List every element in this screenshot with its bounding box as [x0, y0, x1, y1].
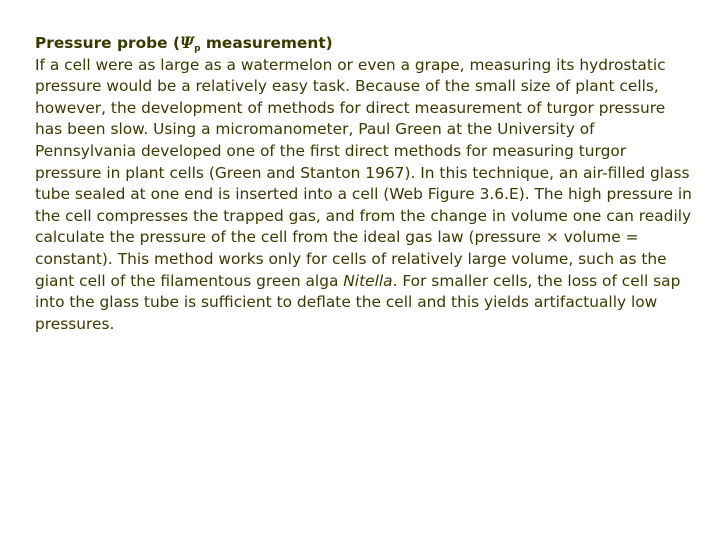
psi-symbol: Ψ — [180, 34, 195, 52]
body-paragraph — [35, 55, 695, 336]
psi-subscript: p — [194, 44, 201, 54]
body-text-part-1: If a cell were as large as a watermelon or even a grape, measuring its hydrostatic pressure would be a relatively easy task. Because of the small size of plant cells, however, the development of methods for direct measurement of turgor pressure has been slow. Using a micromanometer, Paul Green at the University of Pennsylvania developed one of the first direct methods for measuring turgor pressure in plant cells (Green and Stanton 1967). In this technique, an air-filled glass tube sealed at one end is inserted into a cell (Web Figure 3.6.E). The high pressure in the cell compresses the trapped gas, and from the change in volume one can readily calculate the pressure of the cell from the ideal gas law (pressure × volume = constant). This method works only for cells of relatively large volume, such as the giant cell of the filamentous green alga — [35, 55, 692, 290]
text-block — [35, 33, 695, 335]
heading-suffix: measurement) — [200, 34, 333, 52]
section-heading — [35, 33, 695, 55]
genus-name: Nitella — [343, 271, 393, 290]
heading-prefix: Pressure probe ( — [35, 34, 181, 52]
body-text-part-2: . For smaller cells, the loss of cell sap into the glass tube is sufficient to deflate the cell and this yields artifactually low pressures. — [35, 271, 681, 333]
